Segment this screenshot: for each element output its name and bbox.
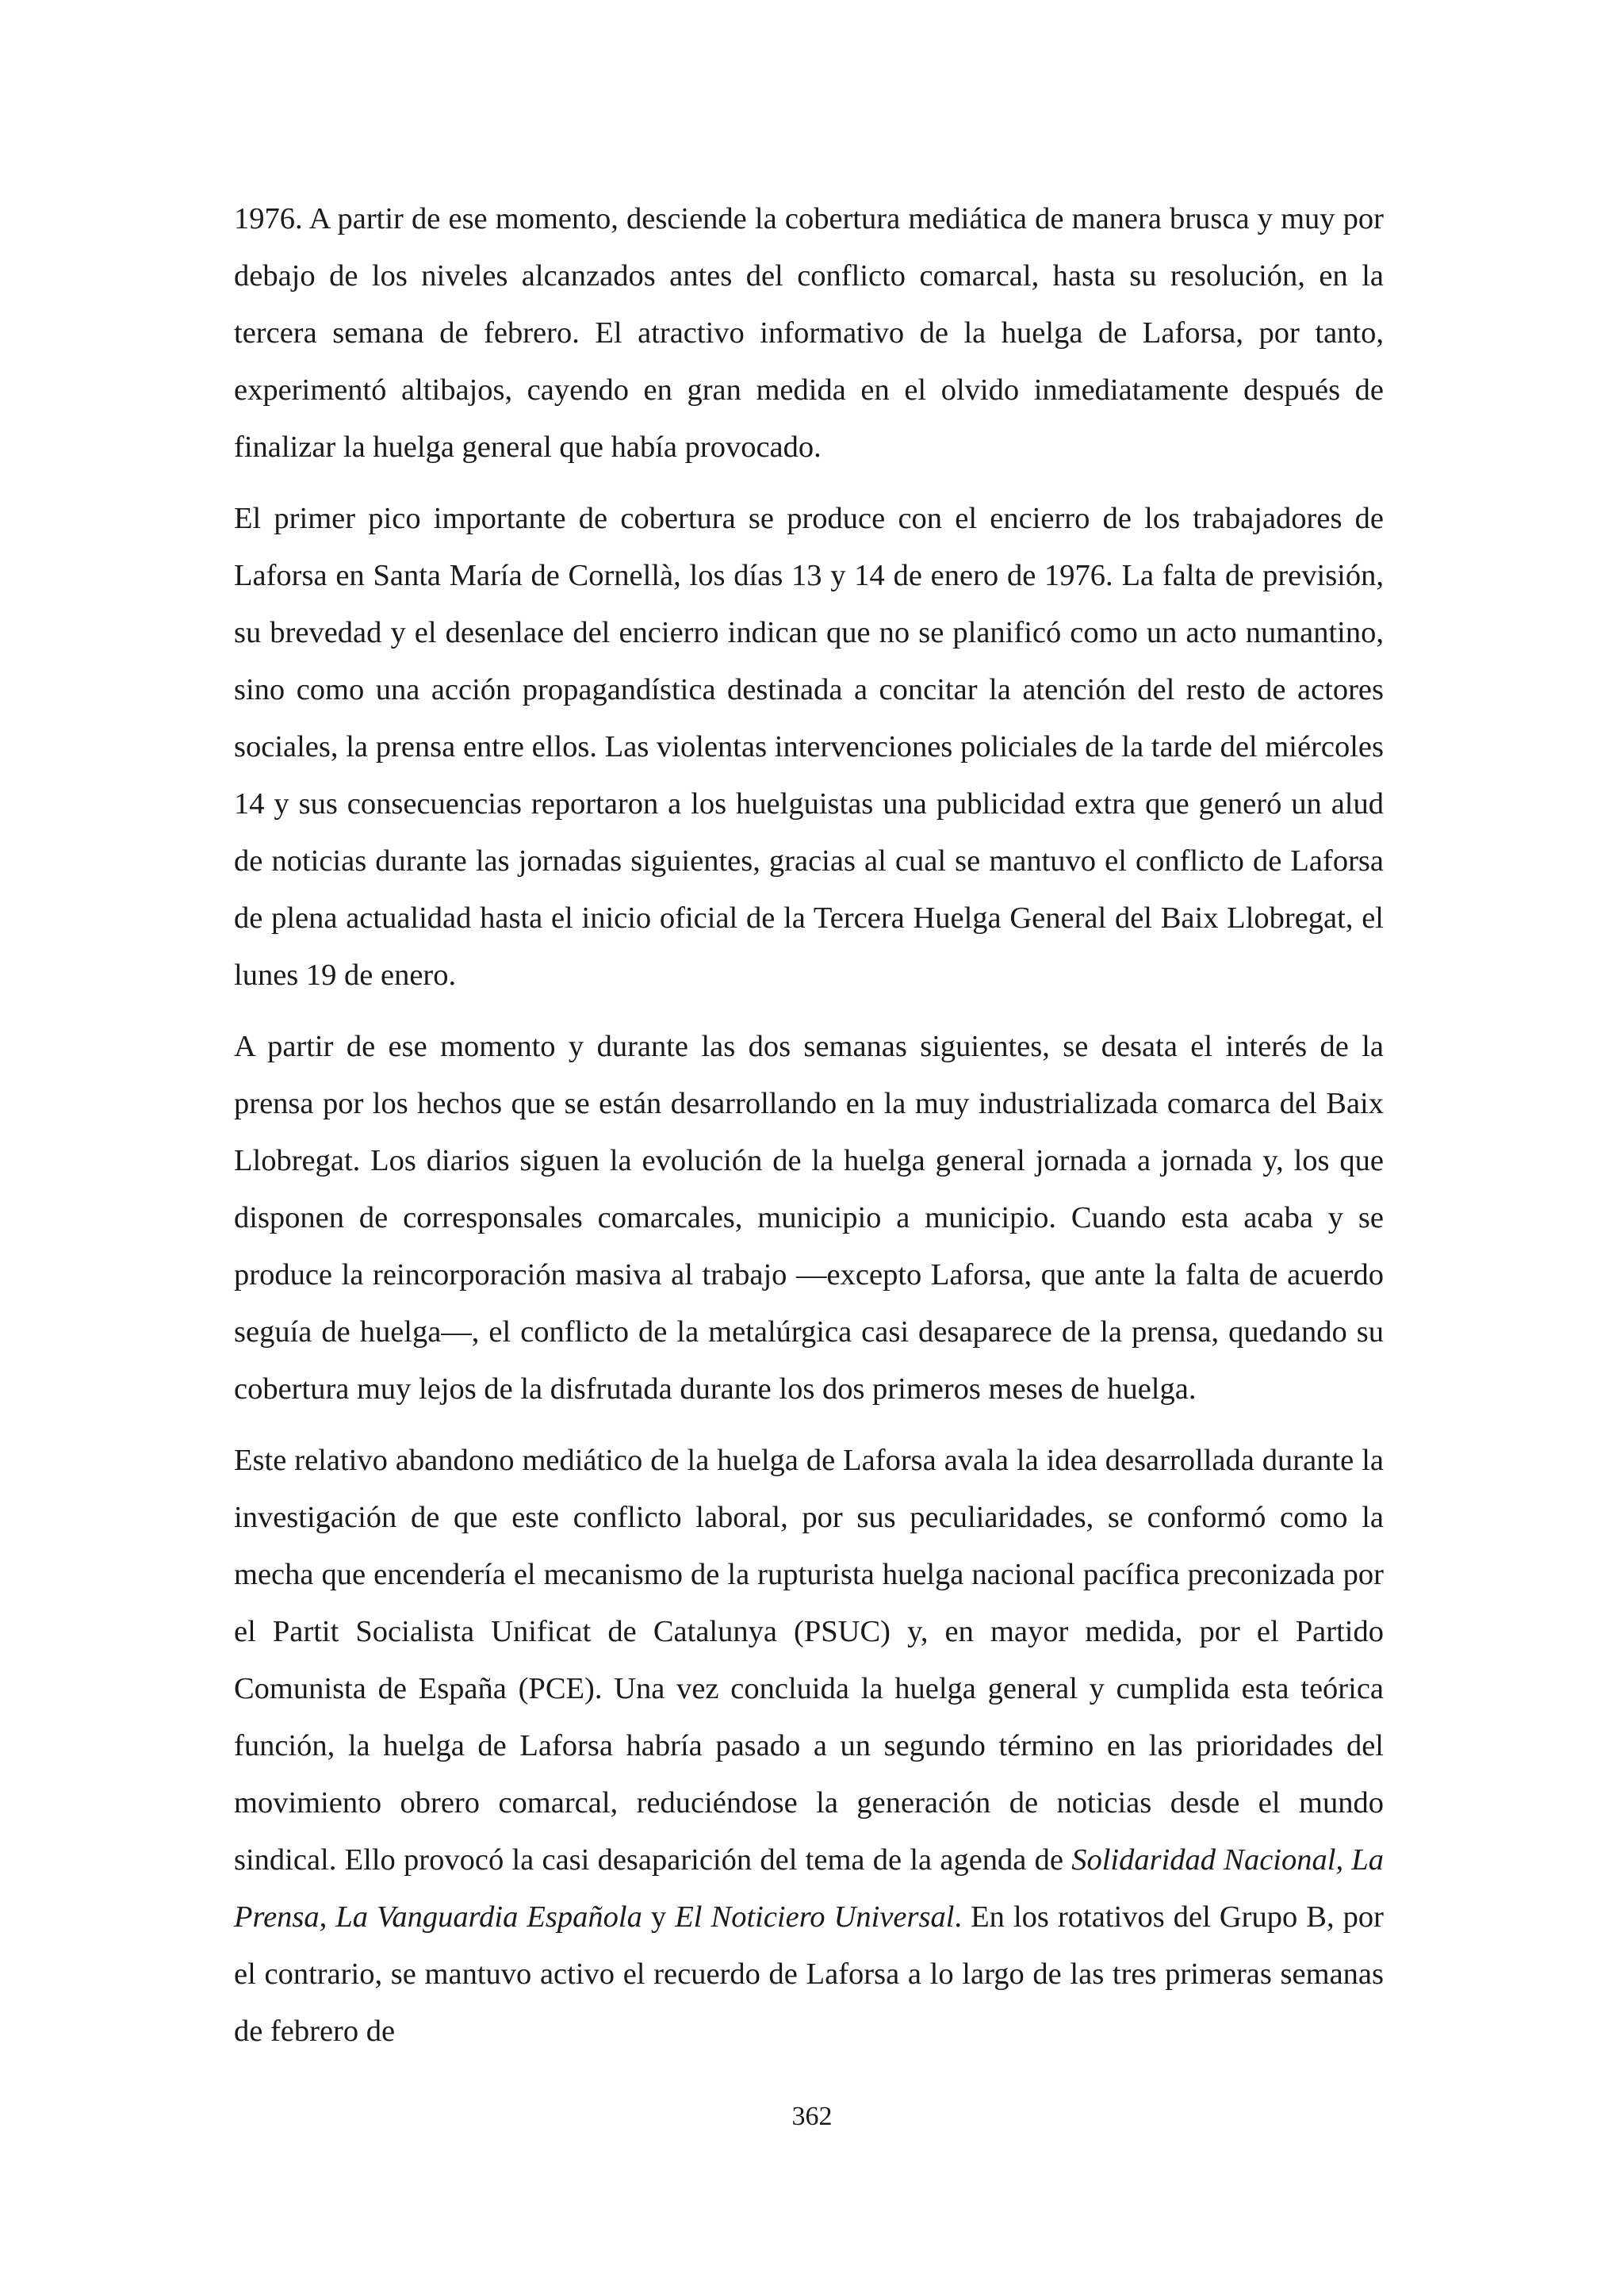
newspaper-title-italic-2: El Noticiero Universal [675,1900,955,1934]
paragraph-4-text-c: . En los rotativos del Grupo B, por el contrario, se mantuvo activo el recuerdo de Laforsa a lo largo de las tres primeras semanas de febrero de [234,1900,1384,2048]
paragraph-1 [234,190,1384,476]
page-number: 362 [791,2102,833,2131]
paragraph-3-text: A partir de ese momento y durante las dos semanas siguientes, se desata el interés de la prensa por los hechos que se están desarrollando en la muy industrializada comarca del Baix Llobregat. Los diarios siguen la evolución de la huelga general jornada a jornada y, los que disponen de corresponsales comarcales, municipio a municipio. Cuando esta acaba y se produce la reincorporación masiva al trabajo —excepto Laforsa, que ante la falta de acuerdo seguía de huelga—, el conflicto de la metalúrgica casi desaparece de la prensa, quedando su cobertura muy lejos de la disfrutada durante los dos primeros meses de huelga. [234,1030,1384,1406]
paragraph-4-text-a: Este relativo abandono mediático de la huelga de Laforsa avala la idea desarrollada durante la investigación de que este conflicto laboral, por sus peculiaridades, se conformó como la mecha que encendería el mecanismo de la rupturista huelga nacional pacífica preconizada por el Partit Socialista Unificat de Catalunya (PSUC) y, en mayor medida, por el Partido Comunista de España (PCE). Una vez concluida la huelga general y cumplida esta teórica función, la huelga de Laforsa habría pasado a un segundo término en las prioridades del movimiento obrero comarcal, reduciéndose la generación de noticias desde el mundo sindical. Ello provocó la casi desaparición del tema de la agenda de [234,1444,1384,1877]
paragraph-4 [234,1432,1384,2060]
paragraph-2-text: El primer pico importante de cobertura se produce con el encierro de los trabajadores de Laforsa en Santa María de Cornellà, los días 13 y 14 de enero de 1976. La falta de previsión, su brevedad y el desenlace del encierro indican que no se planificó como un acto numantino, sino como una acción propagandística destinada a concitar la atención del resto de actores sociales, la prensa entre ellos. Las violentas intervenciones policiales de la tarde del miércoles 14 y sus consecuencias reportaron a los huelguistas una publicidad extra que generó un alud de noticias durante las jornadas siguientes, gracias al cual se mantuvo el conflicto de Laforsa de plena actualidad hasta el inicio oficial de la Tercera Huelga General del Baix Llobregat, el lunes 19 de enero. [234,502,1384,992]
paragraph-2 [234,490,1384,1004]
paragraph-3 [234,1018,1384,1418]
paragraph-4-text-b: y [642,1900,676,1934]
newspaper-titles-italic-1: Solidaridad Nacional, La Prensa, La Vanguardia Española [234,1843,1384,1934]
body-text [234,190,1384,2074]
paragraph-1-text: 1976. A partir de ese momento, desciende la cobertura mediática de manera brusca y muy por debajo de los niveles alcanzados antes del conflicto comarcal, hasta su resolución, en la tercera semana de febrero. El atractivo informativo de la huelga de Laforsa, por tanto, experimentó altibajos, cayendo en gran medida en el olvido inmediatamente después de finalizar la huelga general que había provocado. [234,202,1384,464]
